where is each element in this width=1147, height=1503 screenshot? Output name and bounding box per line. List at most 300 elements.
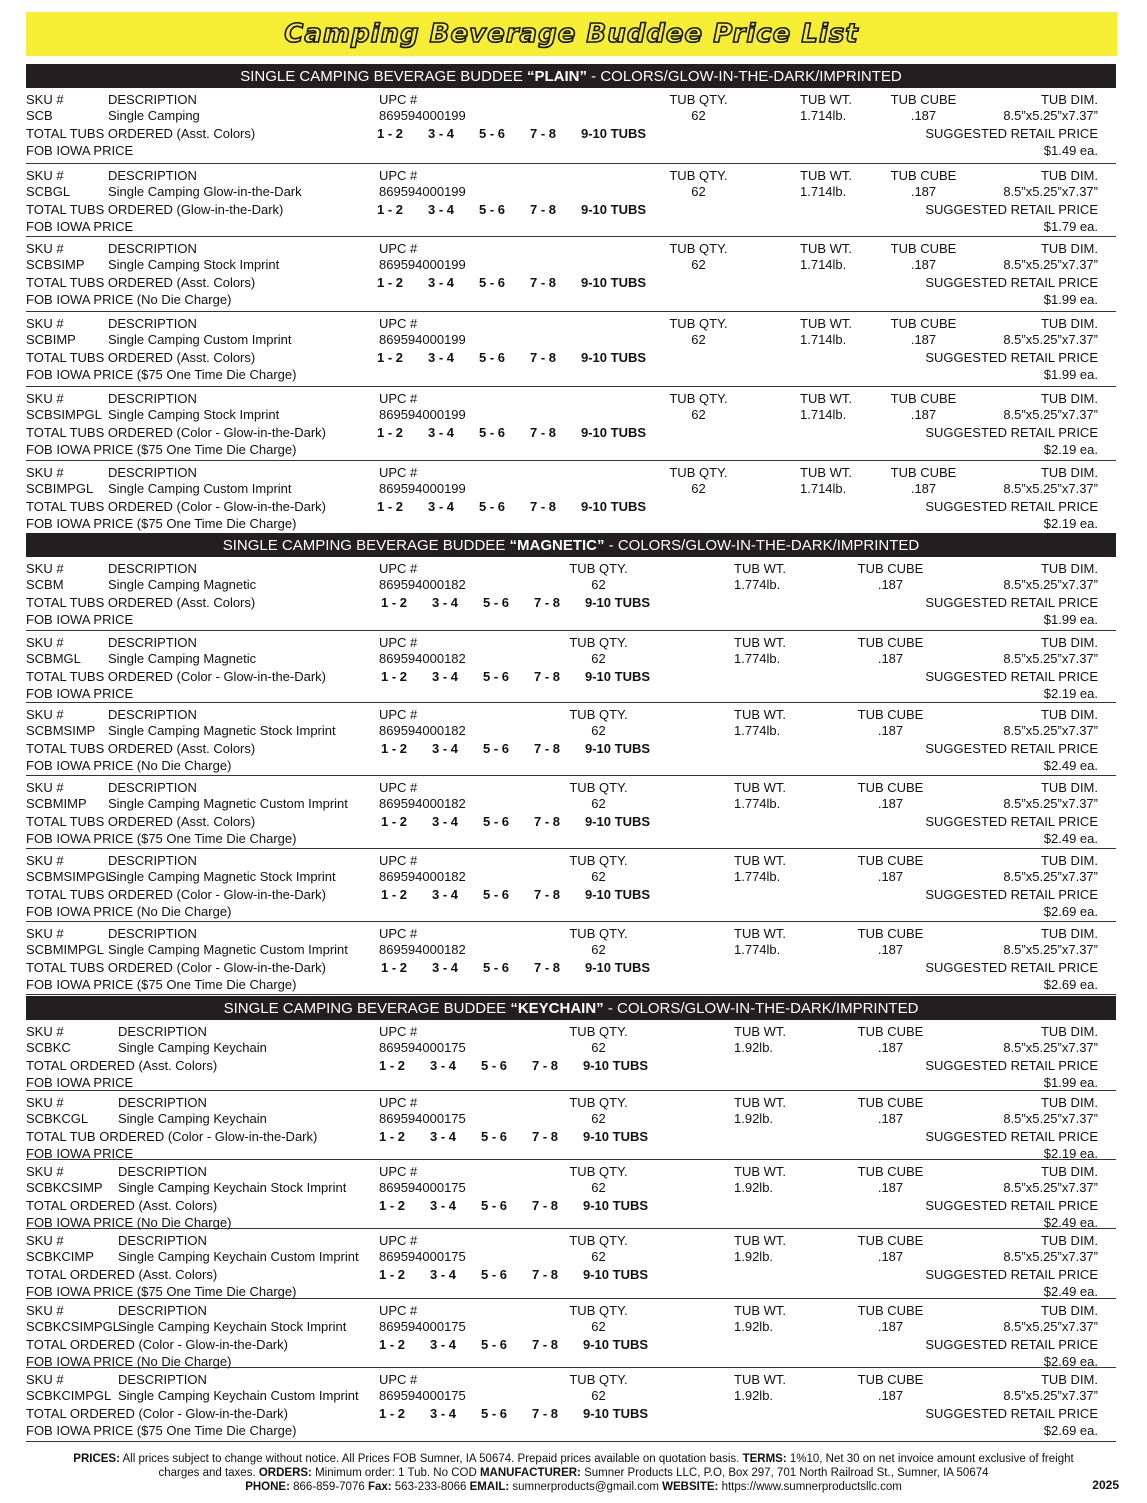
footer-terms <box>0 1452 1147 1494</box>
quantity-break: 9-10 TUBS <box>583 1129 649 1144</box>
fax-label: Fax: <box>367 1481 392 1493</box>
quantity-break: 5 - 6 <box>481 1198 508 1213</box>
price-value: $2.49 ea. <box>1043 758 1098 773</box>
suggested-retail-label: SUGGESTED RETAIL PRICE <box>925 1267 1098 1282</box>
tub-cube-value: .187 <box>877 942 904 957</box>
upc-label: UPC # <box>379 1095 418 1110</box>
quantity-break: 7 - 8 <box>532 1129 559 1144</box>
upc-value: 869594000175 <box>379 1388 466 1403</box>
sku-value: SCBKCSIMPGL <box>26 1319 120 1334</box>
upc-value: 869594000199 <box>379 407 466 422</box>
prices-text: All prices subject to change without notice. All Prices FOB Sumner, IA 50674. Prepaid prices available on quotation basis. <box>119 1453 743 1465</box>
tub-cube-value: .187 <box>910 184 937 199</box>
quantity-breaks <box>377 275 661 292</box>
tub-dim-label: TUB DIM. <box>1040 1233 1098 1248</box>
fob-price-label: FOB IOWA PRICE <box>26 1075 134 1090</box>
upc-value: 869594000175 <box>379 1319 466 1334</box>
tub-qty-value: 62 <box>591 1249 606 1264</box>
suggested-retail-label: SUGGESTED RETAIL PRICE <box>925 499 1098 514</box>
tub-dim-value: 8.5”x5.25”x7.37” <box>1003 257 1098 272</box>
tub-qty-value: 62 <box>591 1388 606 1403</box>
quantity-break: 5 - 6 <box>483 960 510 975</box>
tub-cube-value: .187 <box>910 481 937 496</box>
tub-qty-label: TUB QTY. <box>569 707 628 722</box>
upc-value: 869594000175 <box>379 1180 466 1195</box>
section-header-post: - COLORS/GLOW-IN-THE-DARK/IMPRINTED <box>603 999 919 1017</box>
suggested-retail-label: SUGGESTED RETAIL PRICE <box>925 595 1098 610</box>
quantity-break: 7 - 8 <box>534 669 561 684</box>
tub-wt-label: TUB WT. <box>734 1233 786 1248</box>
quantity-breaks <box>381 887 665 904</box>
description-label: DESCRIPTION <box>118 1303 207 1318</box>
tub-qty-label: TUB QTY. <box>669 465 728 480</box>
description-value: Single Camping Stock Imprint <box>108 407 280 422</box>
product-row <box>26 1229 1116 1299</box>
quantity-break: 7 - 8 <box>530 350 557 365</box>
quantity-break: 9-10 TUBS <box>583 1267 649 1282</box>
quantity-break: 3 - 4 <box>430 1337 457 1352</box>
upc-value: 869594000199 <box>379 257 466 272</box>
price-value: $2.69 ea. <box>1043 1423 1098 1438</box>
fob-price-label: FOB IOWA PRICE (No Die Charge) <box>26 1354 232 1369</box>
description-label: DESCRIPTION <box>108 780 197 795</box>
tub-dim-label: TUB DIM. <box>1040 465 1098 480</box>
tub-cube-label: TUB CUBE <box>890 391 957 406</box>
tub-cube-label: TUB CUBE <box>890 241 957 256</box>
tub-qty-value: 62 <box>691 407 706 422</box>
quantity-break: 1 - 2 <box>381 814 408 829</box>
fob-price-label: FOB IOWA PRICE <box>26 686 134 701</box>
tub-dim-value: 8.5”x5.25”x7.37” <box>1003 796 1098 811</box>
description-label: DESCRIPTION <box>108 465 197 480</box>
quantity-break: 1 - 2 <box>379 1058 406 1073</box>
description-value: Single Camping <box>108 108 200 123</box>
tub-wt-label: TUB WT. <box>800 316 852 331</box>
tub-qty-label: TUB QTY. <box>569 1095 628 1110</box>
tub-wt-value: 1.92lb. <box>734 1040 774 1055</box>
fob-price-label: FOB IOWA PRICE (No Die Charge) <box>26 292 232 307</box>
quantity-break: 7 - 8 <box>530 126 557 141</box>
tub-cube-value: .187 <box>910 332 937 347</box>
sku-value: SCBMSIMPGL <box>26 869 113 884</box>
fob-price-label: FOB IOWA PRICE ($75 One Time Die Charge) <box>26 1423 297 1438</box>
tub-wt-label: TUB WT. <box>800 168 852 183</box>
tub-wt-value: 1.714lb. <box>800 257 847 272</box>
product-row <box>26 1160 1116 1229</box>
quantity-break: 1 - 2 <box>377 126 404 141</box>
quantity-break: 9-10 TUBS <box>585 887 651 902</box>
sku-label: SKU # <box>26 853 64 868</box>
product-row <box>26 461 1116 536</box>
quantity-break: 1 - 2 <box>377 275 404 290</box>
tub-dim-value: 8.5”x5.25”x7.37” <box>1003 1111 1098 1126</box>
quantity-break: 9-10 TUBS <box>585 960 651 975</box>
tub-qty-value: 62 <box>691 481 706 496</box>
sku-label: SKU # <box>26 780 64 795</box>
description-label: DESCRIPTION <box>108 316 197 331</box>
fob-price-label: FOB IOWA PRICE (No Die Charge) <box>26 1215 232 1230</box>
description-label: DESCRIPTION <box>108 707 197 722</box>
tub-cube-label: TUB CUBE <box>857 780 924 795</box>
upc-value: 869594000182 <box>379 796 466 811</box>
tub-dim-value: 8.5”x5.25”x7.37” <box>1003 1319 1098 1334</box>
price-value: $2.19 ea. <box>1043 1146 1098 1161</box>
fob-price-label: FOB IOWA PRICE ($75 One Time Die Charge) <box>26 442 297 457</box>
description-value: Single Camping Custom Imprint <box>108 332 292 347</box>
manufacturer-label: MANUFACTURER: <box>479 1467 581 1479</box>
quantity-break: 1 - 2 <box>377 350 404 365</box>
price-value: $1.99 ea. <box>1043 292 1098 307</box>
section-header-post: - COLORS/GLOW-IN-THE-DARK/IMPRINTED <box>587 67 902 85</box>
quantity-break: 7 - 8 <box>532 1058 559 1073</box>
quantity-break: 3 - 4 <box>432 741 459 756</box>
sku-label: SKU # <box>26 1164 64 1179</box>
section-header-post: - COLORS/GLOW-IN-THE-DARK/IMPRINTED <box>604 536 920 554</box>
sku-label: SKU # <box>26 561 64 576</box>
tub-dim-value: 8.5”x5.25”x7.37” <box>1003 869 1098 884</box>
section-header-bold: “MAGNETIC” <box>509 536 605 554</box>
orders-text: Minimum order: 1 Tub. No COD <box>311 1467 480 1479</box>
tub-wt-value: 1.774lb. <box>734 942 781 957</box>
description-label: DESCRIPTION <box>108 241 197 256</box>
quantity-break: 5 - 6 <box>481 1058 508 1073</box>
quantity-breaks <box>381 741 665 758</box>
suggested-retail-label: SUGGESTED RETAIL PRICE <box>925 1058 1098 1073</box>
product-row <box>26 312 1116 387</box>
sku-value: SCBIMPGL <box>26 481 94 496</box>
description-value: Single Camping Magnetic Stock Imprint <box>108 869 336 884</box>
upc-label: UPC # <box>379 241 418 256</box>
price-value: $2.19 ea. <box>1043 686 1098 701</box>
total-ordered-label: TOTAL TUBS ORDERED (Asst. Colors) <box>26 275 256 290</box>
tub-dim-label: TUB DIM. <box>1040 561 1098 576</box>
description-value: Single Camping Keychain Stock Imprint <box>118 1180 347 1195</box>
section-header <box>26 533 1116 557</box>
tub-dim-label: TUB DIM. <box>1040 168 1098 183</box>
quantity-break: 7 - 8 <box>532 1198 559 1213</box>
tub-cube-value: .187 <box>877 869 904 884</box>
sku-value: SCBKCIMPGL <box>26 1388 112 1403</box>
upc-value: 869594000199 <box>379 481 466 496</box>
tub-dim-label: TUB DIM. <box>1040 1164 1098 1179</box>
suggested-retail-label: SUGGESTED RETAIL PRICE <box>925 1406 1098 1421</box>
tub-dim-value: 8.5”x5.25”x7.37” <box>1003 407 1098 422</box>
quantity-break: 9-10 TUBS <box>581 350 647 365</box>
prices-label: PRICES: <box>73 1453 120 1465</box>
description-value: Single Camping Magnetic <box>108 577 257 592</box>
fob-price-label: FOB IOWA PRICE <box>26 143 134 158</box>
tub-wt-label: TUB WT. <box>734 1303 786 1318</box>
quantity-breaks <box>377 126 661 143</box>
total-ordered-label: TOTAL ORDERED (Color - Glow-in-the-Dark) <box>26 1337 288 1352</box>
tub-dim-label: TUB DIM. <box>1040 635 1098 650</box>
email-label: EMAIL: <box>469 1481 510 1493</box>
total-ordered-label: TOTAL ORDERED (Asst. Colors) <box>26 1198 218 1213</box>
quantity-break: 3 - 4 <box>428 499 455 514</box>
tub-qty-value: 62 <box>591 723 606 738</box>
sku-value: SCBKC <box>26 1040 71 1055</box>
upc-value: 869594000199 <box>379 184 466 199</box>
fob-price-label: FOB IOWA PRICE <box>26 219 134 234</box>
description-label: DESCRIPTION <box>118 1095 207 1110</box>
quantity-break: 3 - 4 <box>430 1129 457 1144</box>
price-value: $1.79 ea. <box>1043 219 1098 234</box>
tub-qty-label: TUB QTY. <box>669 92 728 107</box>
quantity-break: 1 - 2 <box>379 1129 406 1144</box>
footer-line-3 <box>0 1480 1147 1494</box>
tub-wt-label: TUB WT. <box>800 465 852 480</box>
product-row <box>26 237 1116 312</box>
quantity-break: 1 - 2 <box>381 741 408 756</box>
tub-cube-label: TUB CUBE <box>857 1164 924 1179</box>
tub-dim-label: TUB DIM. <box>1040 92 1098 107</box>
description-label: DESCRIPTION <box>108 391 197 406</box>
quantity-break: 5 - 6 <box>483 741 510 756</box>
tub-wt-value: 1.92lb. <box>734 1388 774 1403</box>
section-keychain <box>26 996 1116 1442</box>
tub-dim-label: TUB DIM. <box>1040 391 1098 406</box>
tub-dim-value: 8.5”x5.25”x7.37” <box>1003 651 1098 666</box>
sku-label: SKU # <box>26 1233 64 1248</box>
product-row <box>26 1020 1116 1091</box>
product-row <box>26 557 1116 631</box>
sku-value: SCBGL <box>26 184 71 199</box>
upc-label: UPC # <box>379 391 418 406</box>
quantity-break: 3 - 4 <box>430 1058 457 1073</box>
tub-wt-label: TUB WT. <box>734 1372 786 1387</box>
tub-wt-label: TUB WT. <box>734 635 786 650</box>
upc-value: 869594000199 <box>379 332 466 347</box>
quantity-breaks <box>377 350 661 367</box>
quantity-breaks <box>381 669 665 686</box>
total-ordered-label: TOTAL ORDERED (Asst. Colors) <box>26 1267 218 1282</box>
quantity-break: 7 - 8 <box>532 1406 559 1421</box>
quantity-break: 7 - 8 <box>532 1267 559 1282</box>
tub-wt-label: TUB WT. <box>734 1024 786 1039</box>
quantity-break: 1 - 2 <box>379 1198 406 1213</box>
tub-qty-label: TUB QTY. <box>669 316 728 331</box>
price-value: $1.99 ea. <box>1043 1075 1098 1090</box>
quantity-break: 9-10 TUBS <box>585 669 651 684</box>
quantity-break: 9-10 TUBS <box>581 202 647 217</box>
upc-value: 869594000182 <box>379 869 466 884</box>
price-value: $2.69 ea. <box>1043 977 1098 992</box>
upc-value: 869594000175 <box>379 1111 466 1126</box>
tub-dim-label: TUB DIM. <box>1040 707 1098 722</box>
quantity-break: 1 - 2 <box>381 595 408 610</box>
quantity-break: 3 - 4 <box>430 1198 457 1213</box>
quantity-break: 7 - 8 <box>534 960 561 975</box>
total-ordered-label: TOTAL TUBS ORDERED (Asst. Colors) <box>26 814 256 829</box>
upc-label: UPC # <box>379 707 418 722</box>
total-ordered-label: TOTAL TUBS ORDERED (Asst. Colors) <box>26 126 256 141</box>
product-row <box>26 922 1116 995</box>
quantity-break: 3 - 4 <box>428 202 455 217</box>
quantity-break: 9-10 TUBS <box>583 1058 649 1073</box>
quantity-break: 3 - 4 <box>430 1406 457 1421</box>
description-label: DESCRIPTION <box>118 1372 207 1387</box>
quantity-breaks <box>381 595 665 612</box>
upc-value: 869594000199 <box>379 108 466 123</box>
footer-line-2 <box>0 1466 1147 1480</box>
tub-qty-label: TUB QTY. <box>569 1164 628 1179</box>
sku-label: SKU # <box>26 168 64 183</box>
tub-qty-value: 62 <box>691 184 706 199</box>
phone-label: PHONE: <box>245 1481 290 1493</box>
tub-cube-label: TUB CUBE <box>857 853 924 868</box>
sku-label: SKU # <box>26 241 64 256</box>
terms-label: TERMS: <box>742 1453 787 1465</box>
quantity-break: 5 - 6 <box>481 1267 508 1282</box>
tub-dim-label: TUB DIM. <box>1040 241 1098 256</box>
quantity-break: 1 - 2 <box>377 499 404 514</box>
fob-price-label: FOB IOWA PRICE <box>26 1146 134 1161</box>
tub-wt-value: 1.92lb. <box>734 1111 774 1126</box>
fob-price-label: FOB IOWA PRICE ($75 One Time Die Charge) <box>26 367 297 382</box>
upc-value: 869594000182 <box>379 651 466 666</box>
tub-wt-value: 1.774lb. <box>734 796 781 811</box>
tub-wt-value: 1.714lb. <box>800 481 847 496</box>
sku-label: SKU # <box>26 316 64 331</box>
sku-value: SCBIMP <box>26 332 76 347</box>
quantity-break: 3 - 4 <box>432 814 459 829</box>
tub-qty-value: 62 <box>591 1180 606 1195</box>
upc-label: UPC # <box>379 1164 418 1179</box>
tub-wt-label: TUB WT. <box>800 241 852 256</box>
tub-wt-value: 1.92lb. <box>734 1180 774 1195</box>
quantity-break: 5 - 6 <box>483 595 510 610</box>
description-value: Single Camping Magnetic Custom Imprint <box>108 942 348 957</box>
description-value: Single Camping Magnetic <box>108 651 257 666</box>
tub-cube-value: .187 <box>877 577 904 592</box>
tub-cube-value: .187 <box>877 796 904 811</box>
tub-cube-label: TUB CUBE <box>857 561 924 576</box>
description-value: Single Camping Custom Imprint <box>108 481 292 496</box>
tub-qty-value: 62 <box>591 577 606 592</box>
tub-cube-value: .187 <box>877 723 904 738</box>
quantity-break: 5 - 6 <box>479 126 506 141</box>
section-header-pre: SINGLE CAMPING BEVERAGE BUDDEE <box>223 999 511 1017</box>
footer-line-1 <box>0 1452 1147 1466</box>
quantity-break: 1 - 2 <box>381 960 408 975</box>
sku-value: SCBSIMPGL <box>26 407 102 422</box>
upc-label: UPC # <box>379 853 418 868</box>
tub-dim-value: 8.5”x5.25”x7.37” <box>1003 942 1098 957</box>
tub-dim-label: TUB DIM. <box>1040 926 1098 941</box>
description-value: Single Camping Keychain Custom Imprint <box>118 1249 359 1264</box>
product-row <box>26 631 1116 703</box>
product-row <box>26 1299 1116 1368</box>
tub-wt-value: 1.774lb. <box>734 651 781 666</box>
tub-cube-label: TUB CUBE <box>857 635 924 650</box>
tub-dim-value: 8.5”x5.25”x7.37” <box>1003 184 1098 199</box>
tub-cube-value: .187 <box>910 407 937 422</box>
tub-wt-label: TUB WT. <box>734 853 786 868</box>
orders-label: ORDERS: <box>258 1467 312 1479</box>
description-label: DESCRIPTION <box>118 1024 207 1039</box>
tub-cube-value: .187 <box>910 257 937 272</box>
total-ordered-label: TOTAL TUBS ORDERED (Asst. Colors) <box>26 350 256 365</box>
upc-label: UPC # <box>379 316 418 331</box>
sku-value: SCBKCGL <box>26 1111 89 1126</box>
tub-wt-value: 1.92lb. <box>734 1319 774 1334</box>
description-value: Single Camping Keychain Stock Imprint <box>118 1319 347 1334</box>
description-label: DESCRIPTION <box>108 853 197 868</box>
suggested-retail-label: SUGGESTED RETAIL PRICE <box>925 814 1098 829</box>
section-header-pre: SINGLE CAMPING BEVERAGE BUDDEE <box>222 536 510 554</box>
quantity-breaks <box>379 1406 663 1423</box>
sku-value: SCBMSIMP <box>26 723 96 738</box>
terms-text: 1%10, Net 30 on net invoice amount exclusive of freight <box>786 1453 1074 1465</box>
tub-cube-value: .187 <box>877 1388 904 1403</box>
total-ordered-label: TOTAL TUBS ORDERED (Color - Glow-in-the-Dark) <box>26 887 327 902</box>
tub-dim-value: 8.5”x5.25”x7.37” <box>1003 1388 1098 1403</box>
description-label: DESCRIPTION <box>118 1233 207 1248</box>
sku-label: SKU # <box>26 1095 64 1110</box>
price-value: $2.19 ea. <box>1043 516 1098 531</box>
tub-qty-label: TUB QTY. <box>569 1303 628 1318</box>
sku-label: SKU # <box>26 1303 64 1318</box>
quantity-break: 9-10 TUBS <box>585 814 651 829</box>
title-banner <box>26 12 1117 56</box>
suggested-retail-label: SUGGESTED RETAIL PRICE <box>925 1198 1098 1213</box>
fob-price-label: FOB IOWA PRICE ($75 One Time Die Charge) <box>26 831 297 846</box>
sku-value: SCBMIMP <box>26 796 87 811</box>
sku-label: SKU # <box>26 1372 64 1387</box>
tub-wt-label: TUB WT. <box>800 391 852 406</box>
total-ordered-label: TOTAL ORDERED (Asst. Colors) <box>26 1058 218 1073</box>
quantity-break: 9-10 TUBS <box>583 1406 649 1421</box>
suggested-retail-label: SUGGESTED RETAIL PRICE <box>925 741 1098 756</box>
quantity-break: 9-10 TUBS <box>585 595 651 610</box>
upc-label: UPC # <box>379 635 418 650</box>
quantity-breaks <box>377 425 661 442</box>
section-plain <box>26 64 1116 536</box>
website-link[interactable]: https://www.sumnerproductsllc.com <box>718 1481 902 1493</box>
quantity-break: 3 - 4 <box>432 669 459 684</box>
total-ordered-label: TOTAL TUBS ORDERED (Asst. Colors) <box>26 741 256 756</box>
quantity-break: 3 - 4 <box>432 595 459 610</box>
tub-qty-value: 62 <box>591 651 606 666</box>
section-magnetic <box>26 533 1116 995</box>
tub-wt-label: TUB WT. <box>734 926 786 941</box>
email-text[interactable]: sumnerproducts@gmail.com <box>509 1481 663 1493</box>
tub-dim-value: 8.5”x5.25”x7.37” <box>1003 577 1098 592</box>
fob-price-label: FOB IOWA PRICE ($75 One Time Die Charge) <box>26 516 297 531</box>
year-label: 2025 <box>1092 1478 1119 1492</box>
suggested-retail-label: SUGGESTED RETAIL PRICE <box>925 126 1098 141</box>
tub-qty-label: TUB QTY. <box>569 780 628 795</box>
tub-qty-value: 62 <box>591 1111 606 1126</box>
price-value: $1.99 ea. <box>1043 612 1098 627</box>
quantity-break: 3 - 4 <box>428 425 455 440</box>
tub-qty-value: 62 <box>591 1040 606 1055</box>
tub-cube-label: TUB CUBE <box>857 1303 924 1318</box>
section-header-bold: “PLAIN” <box>527 67 587 85</box>
quantity-break: 7 - 8 <box>534 741 561 756</box>
tub-dim-value: 8.5”x5.25”x7.37” <box>1003 1249 1098 1264</box>
description-label: DESCRIPTION <box>108 926 197 941</box>
description-value: Single Camping Magnetic Stock Imprint <box>108 723 336 738</box>
total-ordered-label: TOTAL TUBS ORDERED (Asst. Colors) <box>26 595 256 610</box>
price-value: $1.99 ea. <box>1043 367 1098 382</box>
sku-value: SCBKCSIMP <box>26 1180 103 1195</box>
quantity-break: 9-10 TUBS <box>581 275 647 290</box>
product-row <box>26 387 1116 461</box>
upc-value: 869594000182 <box>379 942 466 957</box>
tub-dim-label: TUB DIM. <box>1040 1095 1098 1110</box>
tub-cube-label: TUB CUBE <box>857 707 924 722</box>
